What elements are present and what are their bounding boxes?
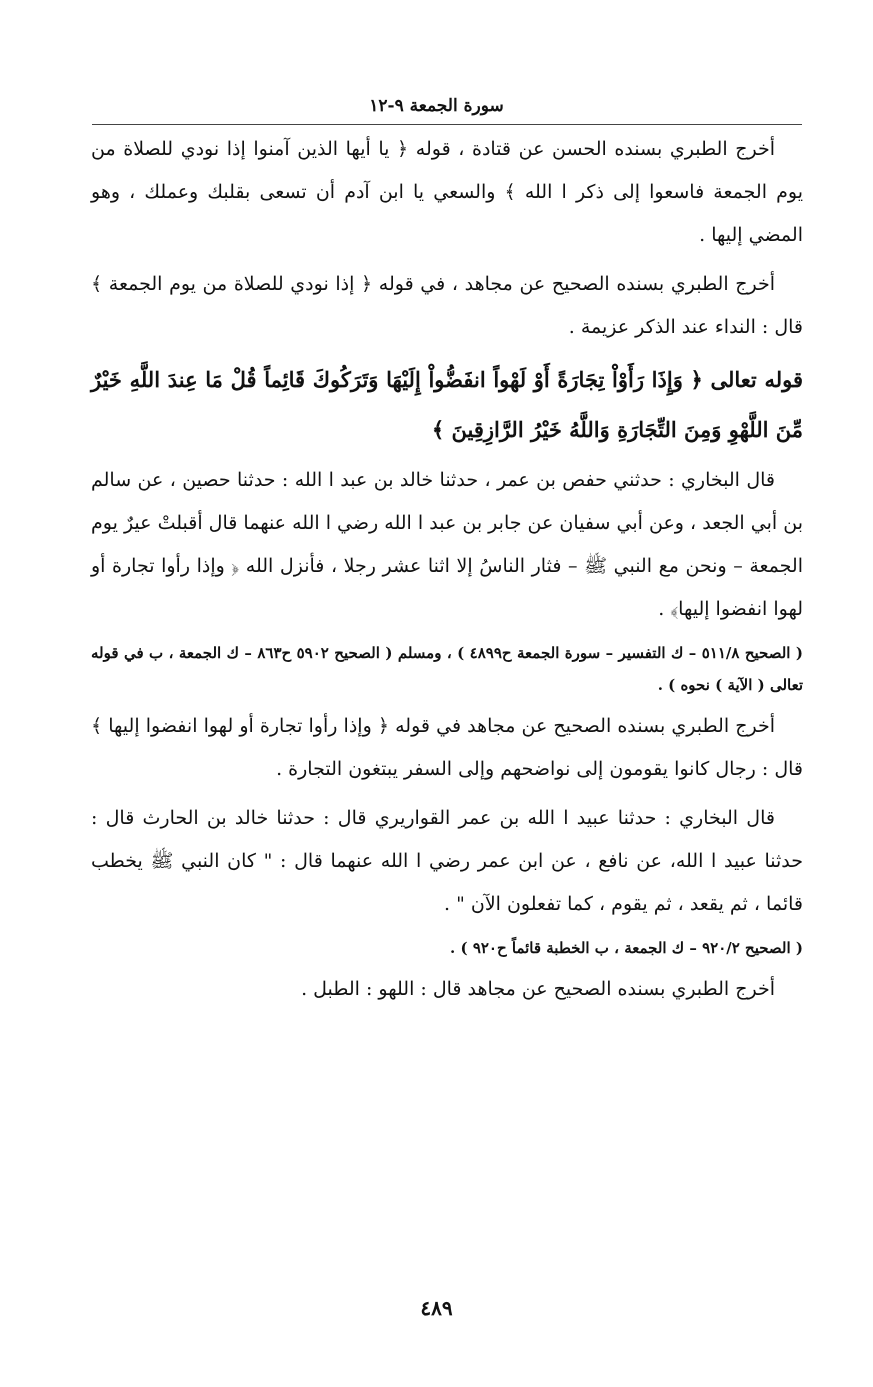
running-header: سورة الجمعة ٩-١٢ [369, 96, 504, 116]
paragraph-qatada: أخرج الطبري بسنده الحسن عن قتادة ، قوله ﴿ يا أيها الذين آمنوا إذا نودي للصلاة من يوم الجمعة فاسعوا إلى ذكر ا الله ﴾ والسعي يا ابن آدم أن تسعى بقلبك وعملك ، وهو المضي إليها . [91, 138, 803, 246]
paragraph-bukhari-jabir: قال البخاري : حدثني حفص بن عمر ، حدثنا خالد بن عبد ا الله : حدثنا حصين ، عن سالم بن أبي الجعد ، وعن أبي سفيان عن جابر بن عبد ا الله رضي ا الله عنهما قال أقبلتْ عيرٌ يوم الجمعة – ونحن مع النبي ﷺ – فثار الناسُ إلا اثنا عشر رجلا ، فأنزل الله ﴿ وإذا رأوا تجارة أو لهوا انفضوا إليها﴾ . [91, 469, 803, 620]
verse-heading: قوله تعالى ﴿ وَإِذَا رَأَوْاْ تِجَارَةً أَوْ لَهْواً انفَضُّواْ إِلَيْهَا وَتَرَكُوكَ قَائِماً قُلْ مَا عِندَ اللَّهِ خَيْرٌ مِّنَ اللَّهْوِ وَمِنَ التِّجَارَةِ وَاللَّهُ خَيْرُ الرَّازِقِينَ ﴾ [91, 367, 803, 442]
page-number: ٤٨٩ [420, 1296, 453, 1320]
paragraph-bukhari-ibn-umar: قال البخاري : حدثنا عبيد ا الله بن عمر القواريري قال : حدثنا خالد بن الحارث قال : حدثنا عبيد ا الله، عن نافع ، عن ابن عمر رضي ا الله عنهما قال : " كان النبي ﷺ يخطب قائما ، ثم يقعد ، ثم يقوم ، كما تفعلون الآن " . [91, 807, 803, 915]
paragraph-mujahid-drum: أخرج الطبري بسنده الصحيح عن مجاهد قال : اللهو : الطبل . [301, 978, 775, 1000]
page-body [91, 128, 803, 1017]
header-divider [92, 124, 802, 125]
citation-sahih-tafsir: ( الصحيح ٥١١/٨ – ك التفسير – سورة الجمعة ح٤٨٩٩ ) ، ومسلم ( الصحيح ٥٩٠٢ ح٨٦٣ – ك الجمعة ، ب في قوله تعالى ( الآية ) نحوه ) . [91, 644, 803, 694]
citation-sahih-jumua: ( الصحيح ٩٢٠/٢ – ك الجمعة ، ب الخطبة قائماً ح٩٢٠ ) . [450, 939, 803, 957]
paragraph-mujahid-trade: أخرج الطبري بسنده الصحيح عن مجاهد في قوله ﴿ وإذا رأوا تجارة أو لهوا انفضوا إليها ﴾ قال : رجال كانوا يقومون إلى نواضحهم وإلى السفر يبتغون التجارة . [91, 715, 803, 780]
paragraph-mujahid-call: أخرج الطبري بسنده الصحيح عن مجاهد ، في قوله ﴿ إذا نودي للصلاة من يوم الجمعة ﴾ قال : النداء عند الذكر عزيمة . [91, 273, 803, 338]
